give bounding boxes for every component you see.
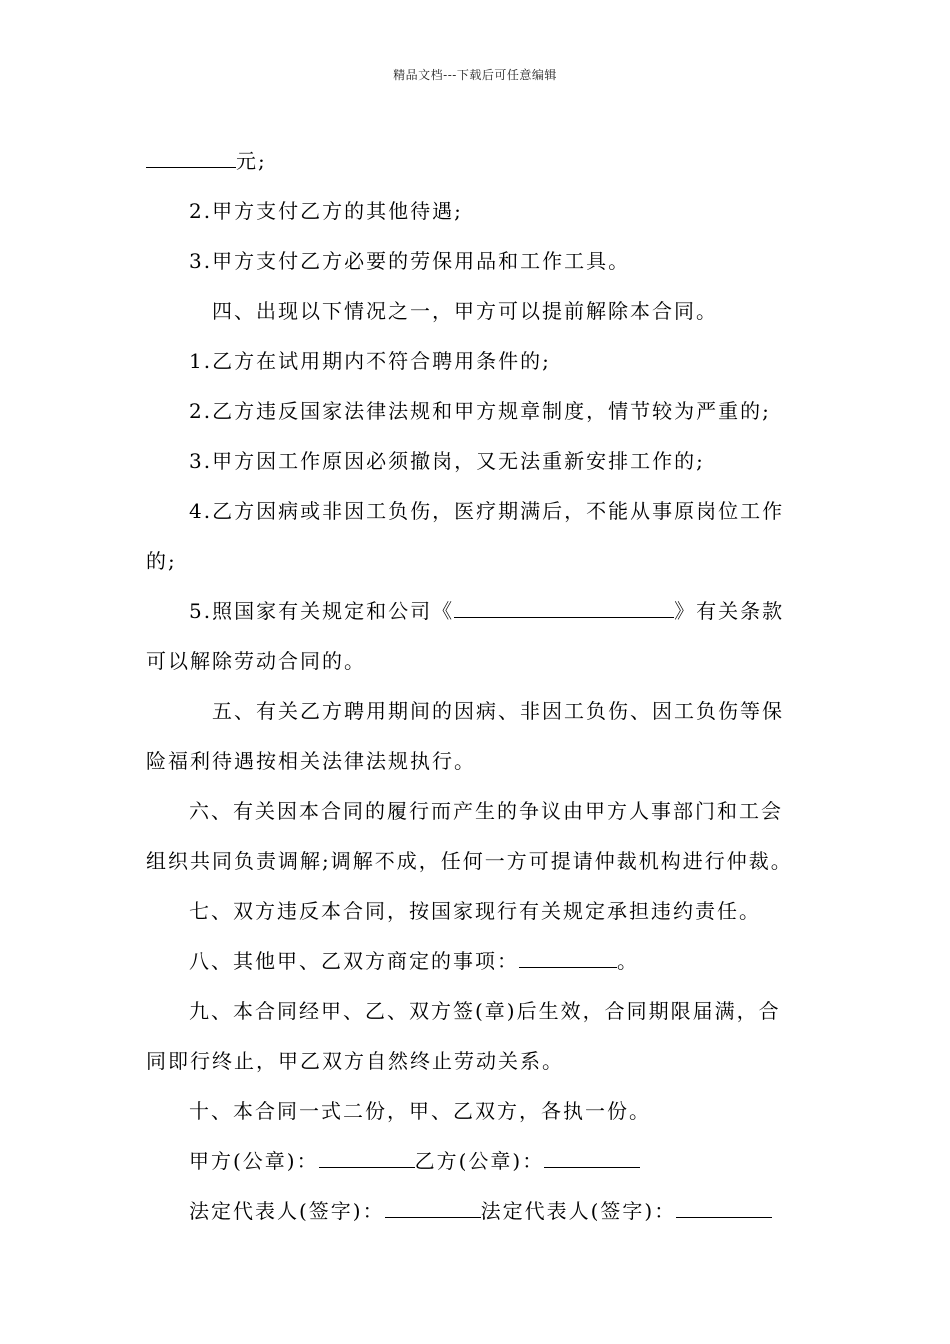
- clause-company-rules-line2: 可以解除劳动合同的。: [146, 649, 366, 673]
- section-five-line2: 险福利待遇按相关法律法规执行。: [146, 749, 476, 773]
- clause-violation: 2.乙方违反国家法律法规和甲方规章制度，情节较为严重的;: [189, 399, 771, 423]
- blank-field: [385, 1201, 481, 1218]
- section-nine-line1: 九、本合同经甲、乙、双方签(章)后生效，合同期限届满，合: [189, 999, 781, 1023]
- blank-field: [519, 951, 617, 968]
- line-salary-tail: 元;: [146, 136, 806, 186]
- section-six-line1: 六、有关因本合同的履行而产生的争议由甲方人事部门和工会: [189, 799, 783, 823]
- page-header: 精品文档---下载后可任意编辑: [393, 68, 557, 82]
- clause-illness-line1: 4.乙方因病或非因工负伤，医疗期满后，不能从事原岗位工作: [189, 499, 785, 523]
- clause-illness-line2: 的;: [146, 549, 177, 573]
- section-seven: 七、双方违反本合同，按国家现行有关规定承担违约责任。: [189, 899, 761, 923]
- section-ten: 十、本合同一式二份，甲、乙双方，各执一份。: [189, 1099, 651, 1123]
- signature-legal-representatives: 法定代表人(签字)： 法定代表人(签字)：: [146, 1186, 806, 1236]
- blank-field: [676, 1201, 772, 1218]
- blank-field: [319, 1151, 415, 1168]
- section-six-line2: 组织共同负责调解;调解不成，任何一方可提请仲裁机构进行仲裁。: [146, 849, 793, 873]
- clause-protective-gear: 3.甲方支付乙方必要的劳保用品和工作工具。: [189, 249, 631, 273]
- blank-field: [146, 151, 236, 168]
- signature-company-seals: 甲方(公章)： 乙方(公章)：: [146, 1136, 806, 1186]
- clause-company-rules-line1: 5.照国家有关规定和公司《 》有关条款: [189, 599, 785, 623]
- blank-field: [544, 1151, 640, 1168]
- section-nine-line2: 同即行终止，甲乙双方自然终止劳动关系。: [146, 1049, 564, 1073]
- section-eight: 八、其他甲、乙双方商定的事项： 。: [189, 949, 639, 973]
- section-four-heading: 四、出现以下情况之一，甲方可以提前解除本合同。: [212, 299, 718, 323]
- blank-field: [454, 601, 674, 618]
- clause-other-benefits: 2.甲方支付乙方的其他待遇;: [189, 199, 463, 223]
- clause-probation: 1.乙方在试用期内不符合聘用条件的;: [189, 349, 551, 373]
- contract-body: [146, 136, 806, 1236]
- section-five-line1: 五、有关乙方聘用期间的因病、非因工负伤、因工负伤等保: [212, 699, 784, 723]
- clause-position-removal: 3.甲方因工作原因必须撤岗，又无法重新安排工作的;: [189, 449, 705, 473]
